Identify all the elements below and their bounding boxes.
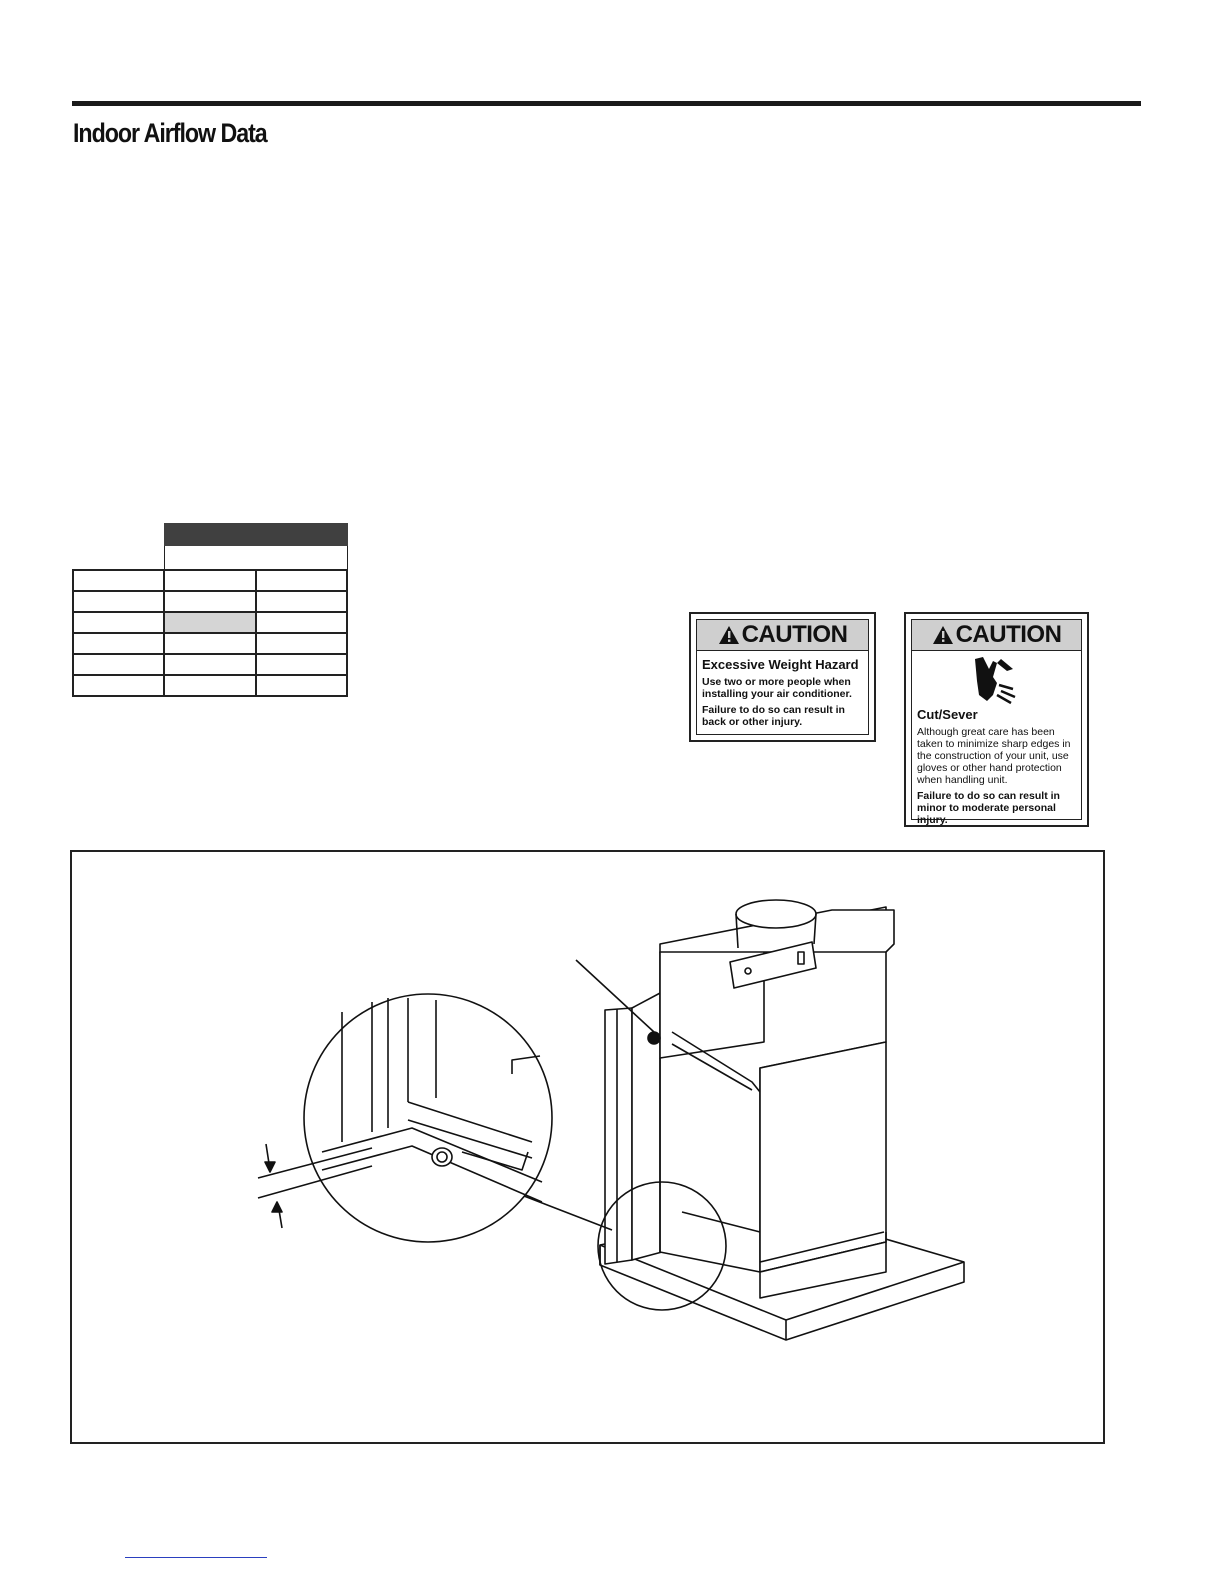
caution-header: [912, 620, 1081, 651]
caution-header: [697, 620, 868, 651]
table-cell: [256, 591, 347, 612]
table-cell: [256, 570, 347, 591]
table-cell: [164, 654, 255, 675]
caution-heading: Excessive Weight Hazard: [702, 657, 859, 672]
table-cell: [164, 633, 255, 654]
table-cell: [164, 675, 255, 696]
table-cell: [73, 570, 164, 591]
detail-leader-line: [524, 1196, 612, 1230]
table-row: [73, 633, 347, 654]
table-cell: [256, 675, 347, 696]
table-row: [73, 570, 347, 591]
table-header-band: [164, 523, 348, 546]
caution-signal-word: CAUTION: [955, 621, 1062, 648]
table-subheader: [164, 546, 348, 570]
table-row: [73, 675, 347, 696]
caution-weight-label: [689, 612, 876, 742]
caution-instruction: Although great care has been taken to minimize sharp edges in the construction of your unit, use gloves or other hand protection when handling unit.: [917, 726, 1071, 786]
table-cell: [73, 591, 164, 612]
warning-triangle-icon: [718, 625, 740, 645]
table-cell: [73, 675, 164, 696]
table-cell: [256, 633, 347, 654]
table-cell: [164, 591, 255, 612]
caution-consequence: Failure to do so can result in minor to moderate personal injury.: [917, 790, 1060, 826]
top-rule: [72, 101, 1141, 106]
caution-consequence: Failure to do so can result in back or other injury.: [702, 704, 845, 728]
caution-instruction: Use two or more people when installing your air conditioner.: [702, 676, 852, 700]
table-cell: [73, 654, 164, 675]
unit-body: [660, 900, 894, 1298]
magnified-detail: [304, 994, 552, 1242]
caution-signal-word: CAUTION: [741, 621, 848, 648]
unit-installation-figure: [70, 850, 1105, 1444]
page-title: Indoor Airflow Data: [73, 118, 267, 148]
caution-heading: Cut/Sever: [917, 707, 978, 722]
hand-cut-icon: [967, 655, 1027, 705]
table-row: [73, 591, 347, 612]
table-cell: [73, 633, 164, 654]
table-row: [73, 612, 347, 633]
warning-triangle-icon: [932, 625, 954, 645]
airflow-table: [72, 569, 348, 697]
caution-cut-label: [904, 612, 1089, 827]
table-cell: [164, 612, 255, 633]
table-cell: [256, 612, 347, 633]
table-cell: [256, 654, 347, 675]
table-cell: [164, 570, 255, 591]
table-cell: [73, 612, 164, 633]
table-row: [73, 654, 347, 675]
footer-link-underline[interactable]: [125, 1557, 267, 1558]
